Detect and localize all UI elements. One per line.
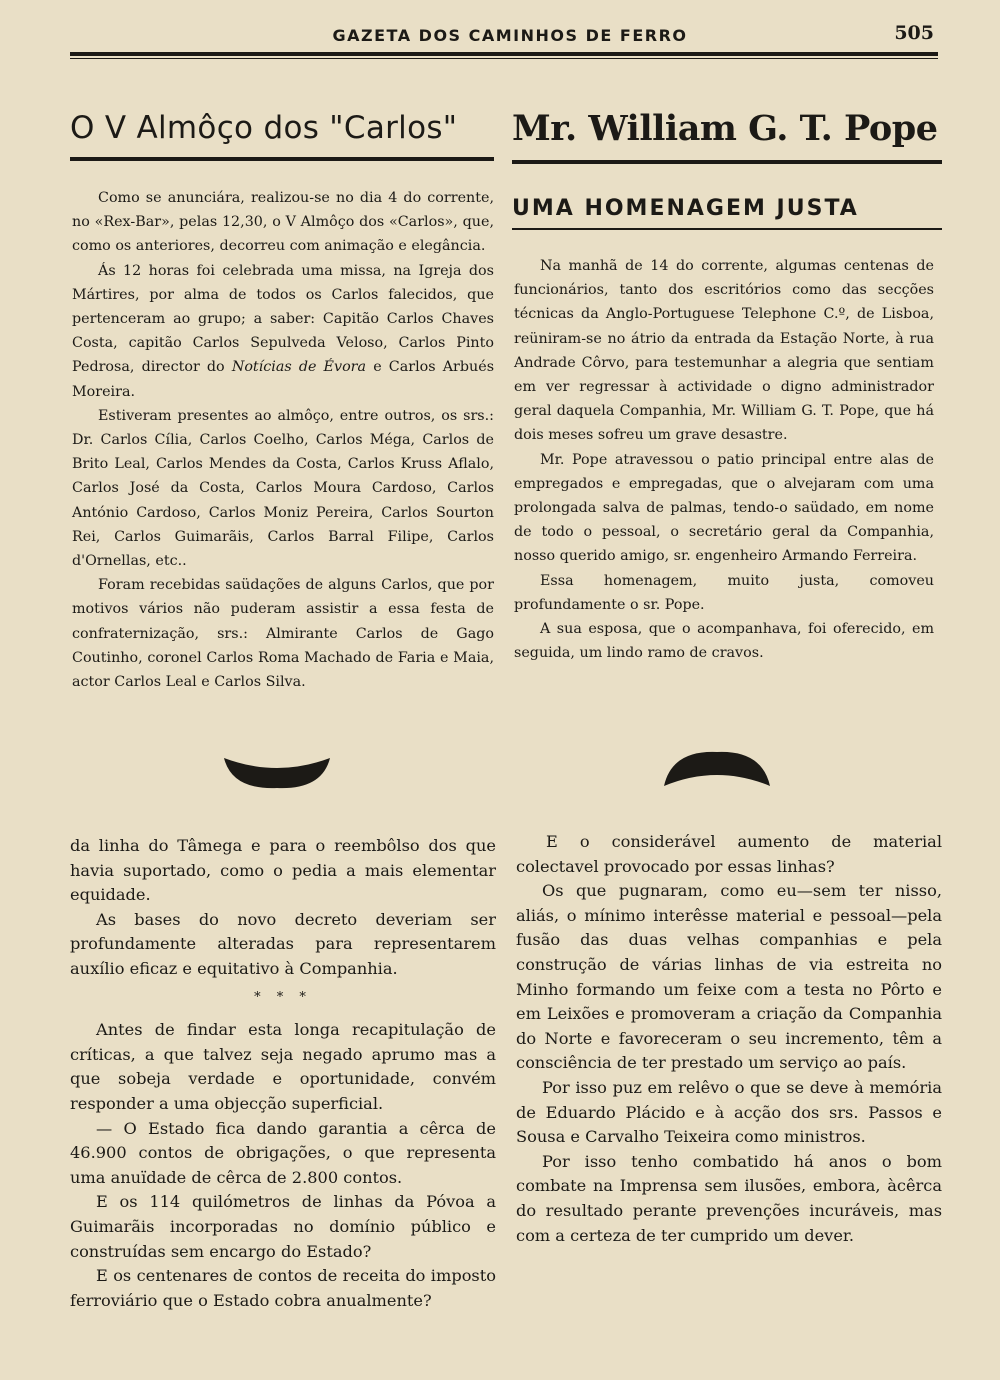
paragraph: da linha do Tâmega e para o reembôlso dos que havia suportado, como o pedia a mais elementar equidade. — [70, 836, 496, 905]
continued-right-body — [516, 830, 942, 1248]
paragraph-text: e Carlos Arbués Moreira. — [72, 359, 495, 400]
paragraph: A sua esposa, que o acompanhava, foi oferecido, em seguida, um lindo ramo de cravos. — [514, 621, 934, 662]
newspaper-name: Notícias de Évora — [231, 359, 367, 376]
ornament-smile — [222, 752, 332, 792]
paragraph: E o considerável aumento de material colectavel provocado por essas linhas? — [516, 832, 942, 876]
paragraph: — O Estado fica dando garantia a cêrca de 46.900 contos de obrigações, o que representa uma anuïdade de cêrca de 2.800 contos. — [70, 1118, 496, 1187]
section-separator: * * * — [254, 989, 312, 1005]
continued-left-body — [70, 834, 496, 1313]
article-left-title: O V Almôço dos "Carlos" — [70, 110, 458, 146]
paragraph: As bases do novo decreto deveriam ser profundamente alteradas para representarem auxílio eficaz e equitativo à Companhia. — [70, 909, 496, 978]
article-right-subtitle: UMA HOMENAGEM JUSTA — [512, 196, 859, 221]
paragraph — [72, 259, 494, 404]
paragraph: Mr. Pope atravessou o patio principal entre alas de empregados e empregadas, que o alvejaram com uma prolongada salva de palmas, tendo-o saüdado, em nome de todo o pessoal, o secretário geral da Companhia, nosso querido amigo, sr. engenheiro Armando Ferreira. — [514, 451, 934, 565]
ornament-arch — [662, 748, 772, 790]
paragraph: Como se anunciára, realizou-se no dia 4 do corrente, no «Rex-Bar», pelas 12,30, o V Almôço dos «Carlos», que, como os anteriores, decorreu com animação e elegância. — [72, 190, 494, 255]
paragraph: Foram recebidas saüdações de alguns Carlos, que por motivos vários não puderam assistir a essa festa de confraternização, srs.: Almirante Carlos de Gago Coutinho, coronel Carlos Roma Machado de Faria e Maia, actor Carlos Leal e Carlos Silva. — [72, 577, 494, 691]
article-right-title-rule — [512, 160, 942, 164]
paragraph: Por isso puz em relêvo o que se deve à memória de Eduardo Plácido e à acção dos srs. Passos e Sousa e Carvalho Teixeira como ministros. — [516, 1077, 942, 1147]
paragraph-text: Ás 12 horas foi celebrada uma missa, na Igreja dos Mártires, por alma de todos os Carlos falecidos, que pertenceram ao grupo; a saber: Capitão Carlos Chaves Costa, capitão Carlos Sepulveda Veloso, Carlos Pinto Pedrosa, director do — [72, 262, 494, 376]
article-left-title-rule — [70, 157, 494, 161]
page-number: 505 — [894, 22, 934, 44]
running-title: GAZETA DOS CAMINHOS DE FERRO — [332, 26, 688, 45]
article-right-title: Mr. William G. T. Pope — [512, 108, 938, 149]
article-right-body — [514, 254, 934, 665]
paragraph: E os 114 quilómetros de linhas da Póvoa a Guimarãis incorporadas no domínio público e construídas sem encargo do Estado? — [70, 1192, 496, 1261]
paragraph: Por isso tenho combatido há anos o bom combate na Imprensa sem ilusões, embora, àcêrca do resultado perante prevenções incuráveis, mas com a certeza de ter cumprido um dever. — [516, 1151, 942, 1245]
paragraph: Antes de findar esta longa recapitulação de críticas, a que talvez seja negado aprumo mas a que sobeja verdade e oportunidade, convém responder a uma objecção superficial. — [70, 1020, 496, 1113]
paragraph: Estiveram presentes ao almôço, entre outros, os srs.: Dr. Carlos Cília, Carlos Coelho, Carlos Méga, Carlos de Brito Leal, Carlos Mendes da Costa, Carlos Kruss Aflalo, Carlos José da Costa, Carlos Moura Cardoso, Carlos António Cardoso, Carlos Moniz Pereira, Carlos Sourton Rei, Carlos Guimarãis, Carlos Barral Filipe, Carlos d'Ornellas, etc.. — [72, 407, 494, 570]
header-rule — [70, 52, 938, 56]
paragraph: Essa homenagem, muito justa, comoveu profundamente o sr. Pope. — [514, 572, 934, 613]
article-right-subtitle-rule — [512, 228, 942, 230]
paragraph: E os centenares de contos de receita do imposto ferroviário que o Estado cobra anualmente? — [70, 1266, 496, 1310]
paragraph: Na manhã de 14 do corrente, algumas centenas de funcionários, tanto dos escritórios como das secções técnicas da Anglo-Portuguese Telephone C.º, de Lisboa, reüniram-se no átrio da entrada da Estação Norte, à rua Andrade Côrvo, para testemunhar a alegria que sentiam em ver regressar à actividade o digno administrador geral daquela Companhia, Mr. William G. T. Pope, que há dois meses sofreu um grave desastre. — [514, 258, 934, 444]
paragraph: Os que pugnaram, como eu—sem ter nisso, aliás, o mínimo interêsse material e pessoal—pela fusão das duas velhas companhias e pela construção de várias linhas de via estreita no Minho formando um feixe com a testa no Pôrto e em Leixões e promoveram a criação da Companhia do Norte e favoreceram o seu incremento, têm a consciência de ter prestado um serviço ao país. — [516, 881, 942, 1073]
article-left-body — [72, 186, 494, 694]
header-rule-thin — [70, 58, 938, 59]
